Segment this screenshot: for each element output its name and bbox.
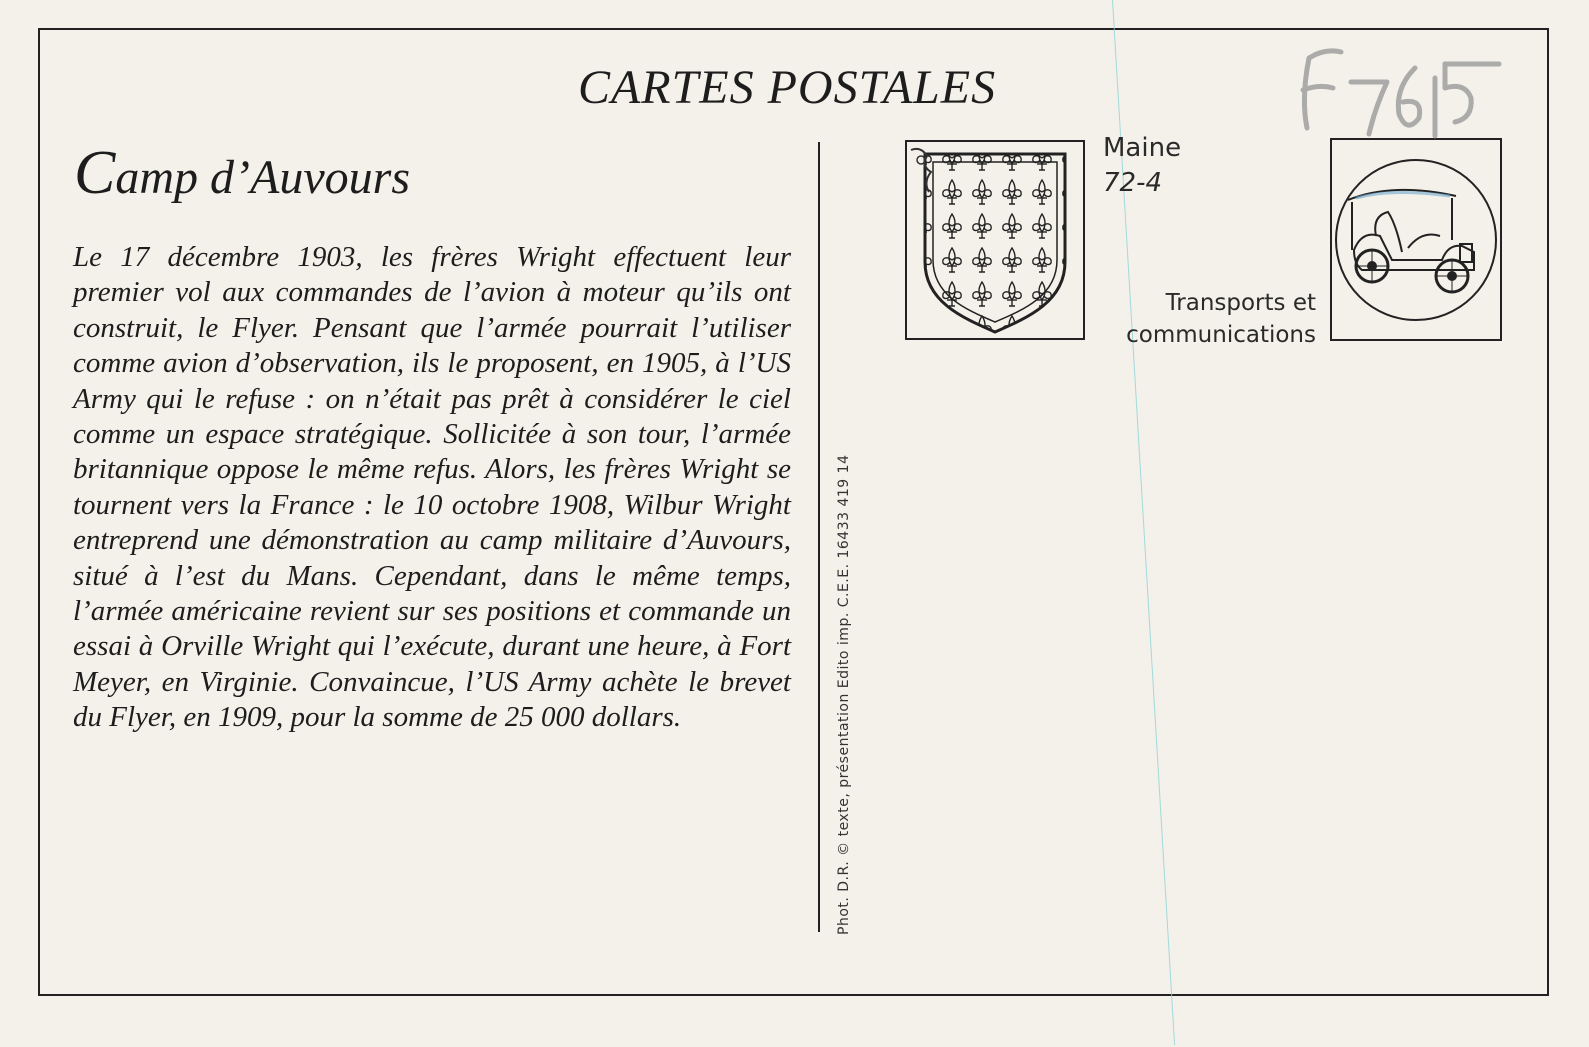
description-text: Le 17 décembre 1903, les frères Wright effectuent leur premier vol aux commandes de l’avion à moteur qu’ils ont construit, le Flyer. Pensant que l’armée pourrait l’utiliser comme avion d’observation, ils le proposent, en 1905, à l’US Army qui le refuse : on n’était pas prêt à considérer le ciel comme un espace stratégique. Sollicitée à son tour, l’armée britannique oppose le même refus. Alors, les frères Wright se tournent vers la France : le 10 octobre 1908, Wilbur Wright entreprend une démonstration au camp militaire d’Auvours, situé à l’est du Mans. Cependant, dans le même temps, l’armée américaine revient sur ses positions et commande un essai à Orville Wright qui l’exécute, durant une heure, à Fort Meyer, en Virginie. Convaincue, l’US Army achète le brevet du Flyer, en 1909, pour la somme de 25 000 dollars. (73, 241, 791, 734)
title-initial: C (74, 139, 116, 207)
card-header: CARTES POSTALES (577, 61, 997, 114)
region-name: Maine (1103, 133, 1182, 163)
card-title (74, 138, 410, 209)
crest-box (905, 140, 1085, 340)
title-rest: amp d’Auvours (115, 151, 410, 204)
stamp-category (1126, 287, 1316, 351)
vintage-automobile-icon (1332, 140, 1500, 339)
fleur-de-lis-shield-icon (907, 142, 1083, 338)
photo-credit: Phot. D.R. © texte, présentation Edito imp. C.E.E. 16433 419 14 (836, 454, 852, 935)
region-code: 72-4 (1103, 168, 1163, 198)
handwritten-pencil-mark (1295, 38, 1515, 148)
category-line-1: Transports et (1165, 290, 1316, 316)
stamp-box (1330, 138, 1502, 341)
center-divider (818, 142, 820, 932)
category-line-2: communications (1126, 322, 1316, 348)
